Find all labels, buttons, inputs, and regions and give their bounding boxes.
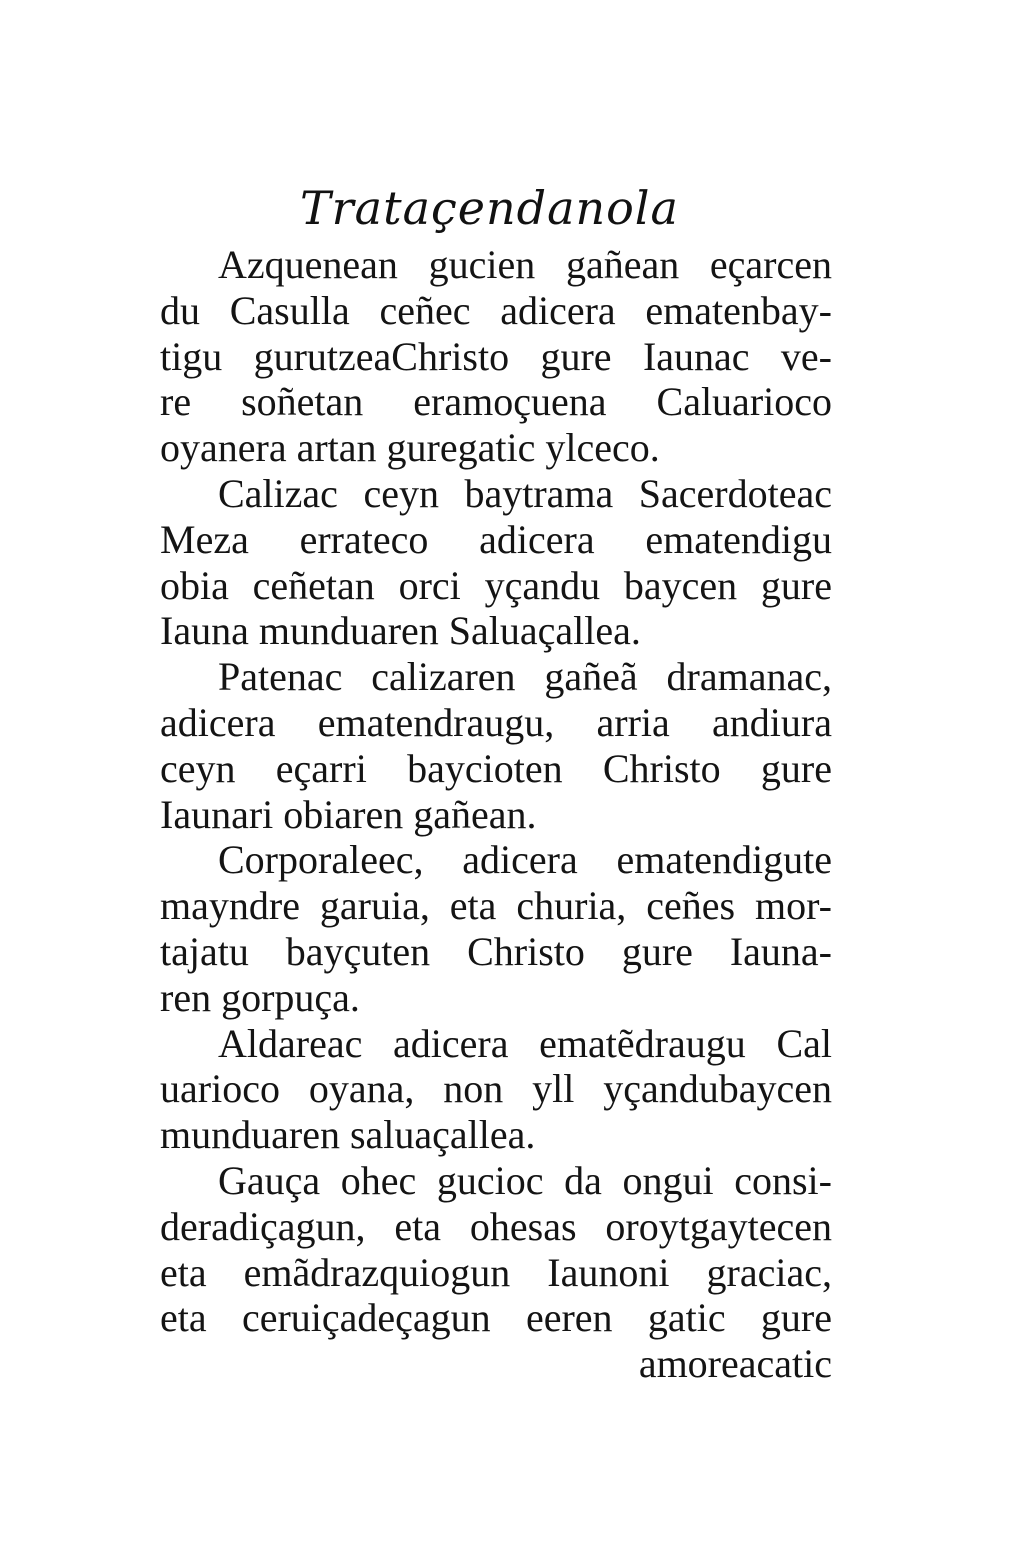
text-line: mayndre garuia, eta churia, ceñes mor- [160, 883, 832, 929]
text-line: Iaunari obiaren gañean. [160, 791, 537, 837]
text-line: Meza errateco adicera ematendigu [160, 516, 832, 562]
text-line: oyanera artan guregatic ylceco. [160, 425, 660, 471]
text-line: tigu gurutzeaChristo gure Iaunac ve- [160, 333, 832, 379]
text-line: ceyn eçarri baycioten Christo gure [160, 745, 832, 791]
text-line: Iauna munduaren Saluaçallea. [160, 608, 641, 654]
text-line: eta emãdrazquiogun Iaunoni graciac, [160, 1249, 832, 1295]
text-line: Patenac calizaren gañeã dramanac, [218, 654, 832, 700]
text-line: deradiçagun, eta ohesas oroytgaytecen [160, 1203, 832, 1249]
body-text [160, 242, 832, 1387]
text-line: Azquenean gucien gañean eçarcen [218, 242, 832, 287]
text-line: uarioco oyana, non yll yçandubaycen [160, 1066, 832, 1112]
text-line: eta ceruiçadeçagun eeren gatic gure [160, 1295, 832, 1341]
text-line: re soñetan eramoçuena Caluarioco [160, 379, 832, 425]
text-line: obia ceñetan orci yçandu baycen gure [160, 562, 832, 608]
text-line: Gauça ohec gucioc da ongui consi- [218, 1157, 832, 1203]
text-line: Calizac ceyn baytrama Sacerdoteac [218, 470, 832, 516]
text-line: ren gorpuça. [160, 974, 360, 1020]
text-line: Aldareac adicera ematẽdraugu Cal [218, 1020, 832, 1066]
text-line: du Casulla ceñec adicera ematenbay- [160, 287, 832, 333]
catchword: amoreacatic [638, 1341, 832, 1387]
running-title: Trataçendanola [300, 181, 679, 235]
text-line: tajatu bayçuten Christo gure Iauna- [160, 928, 832, 974]
text-line: adicera ematendraugu, arria andiura [160, 699, 832, 745]
text-line: munduaren saluaçallea. [160, 1112, 536, 1158]
text-line: Corporaleec, adicera ematendigute [218, 837, 832, 883]
